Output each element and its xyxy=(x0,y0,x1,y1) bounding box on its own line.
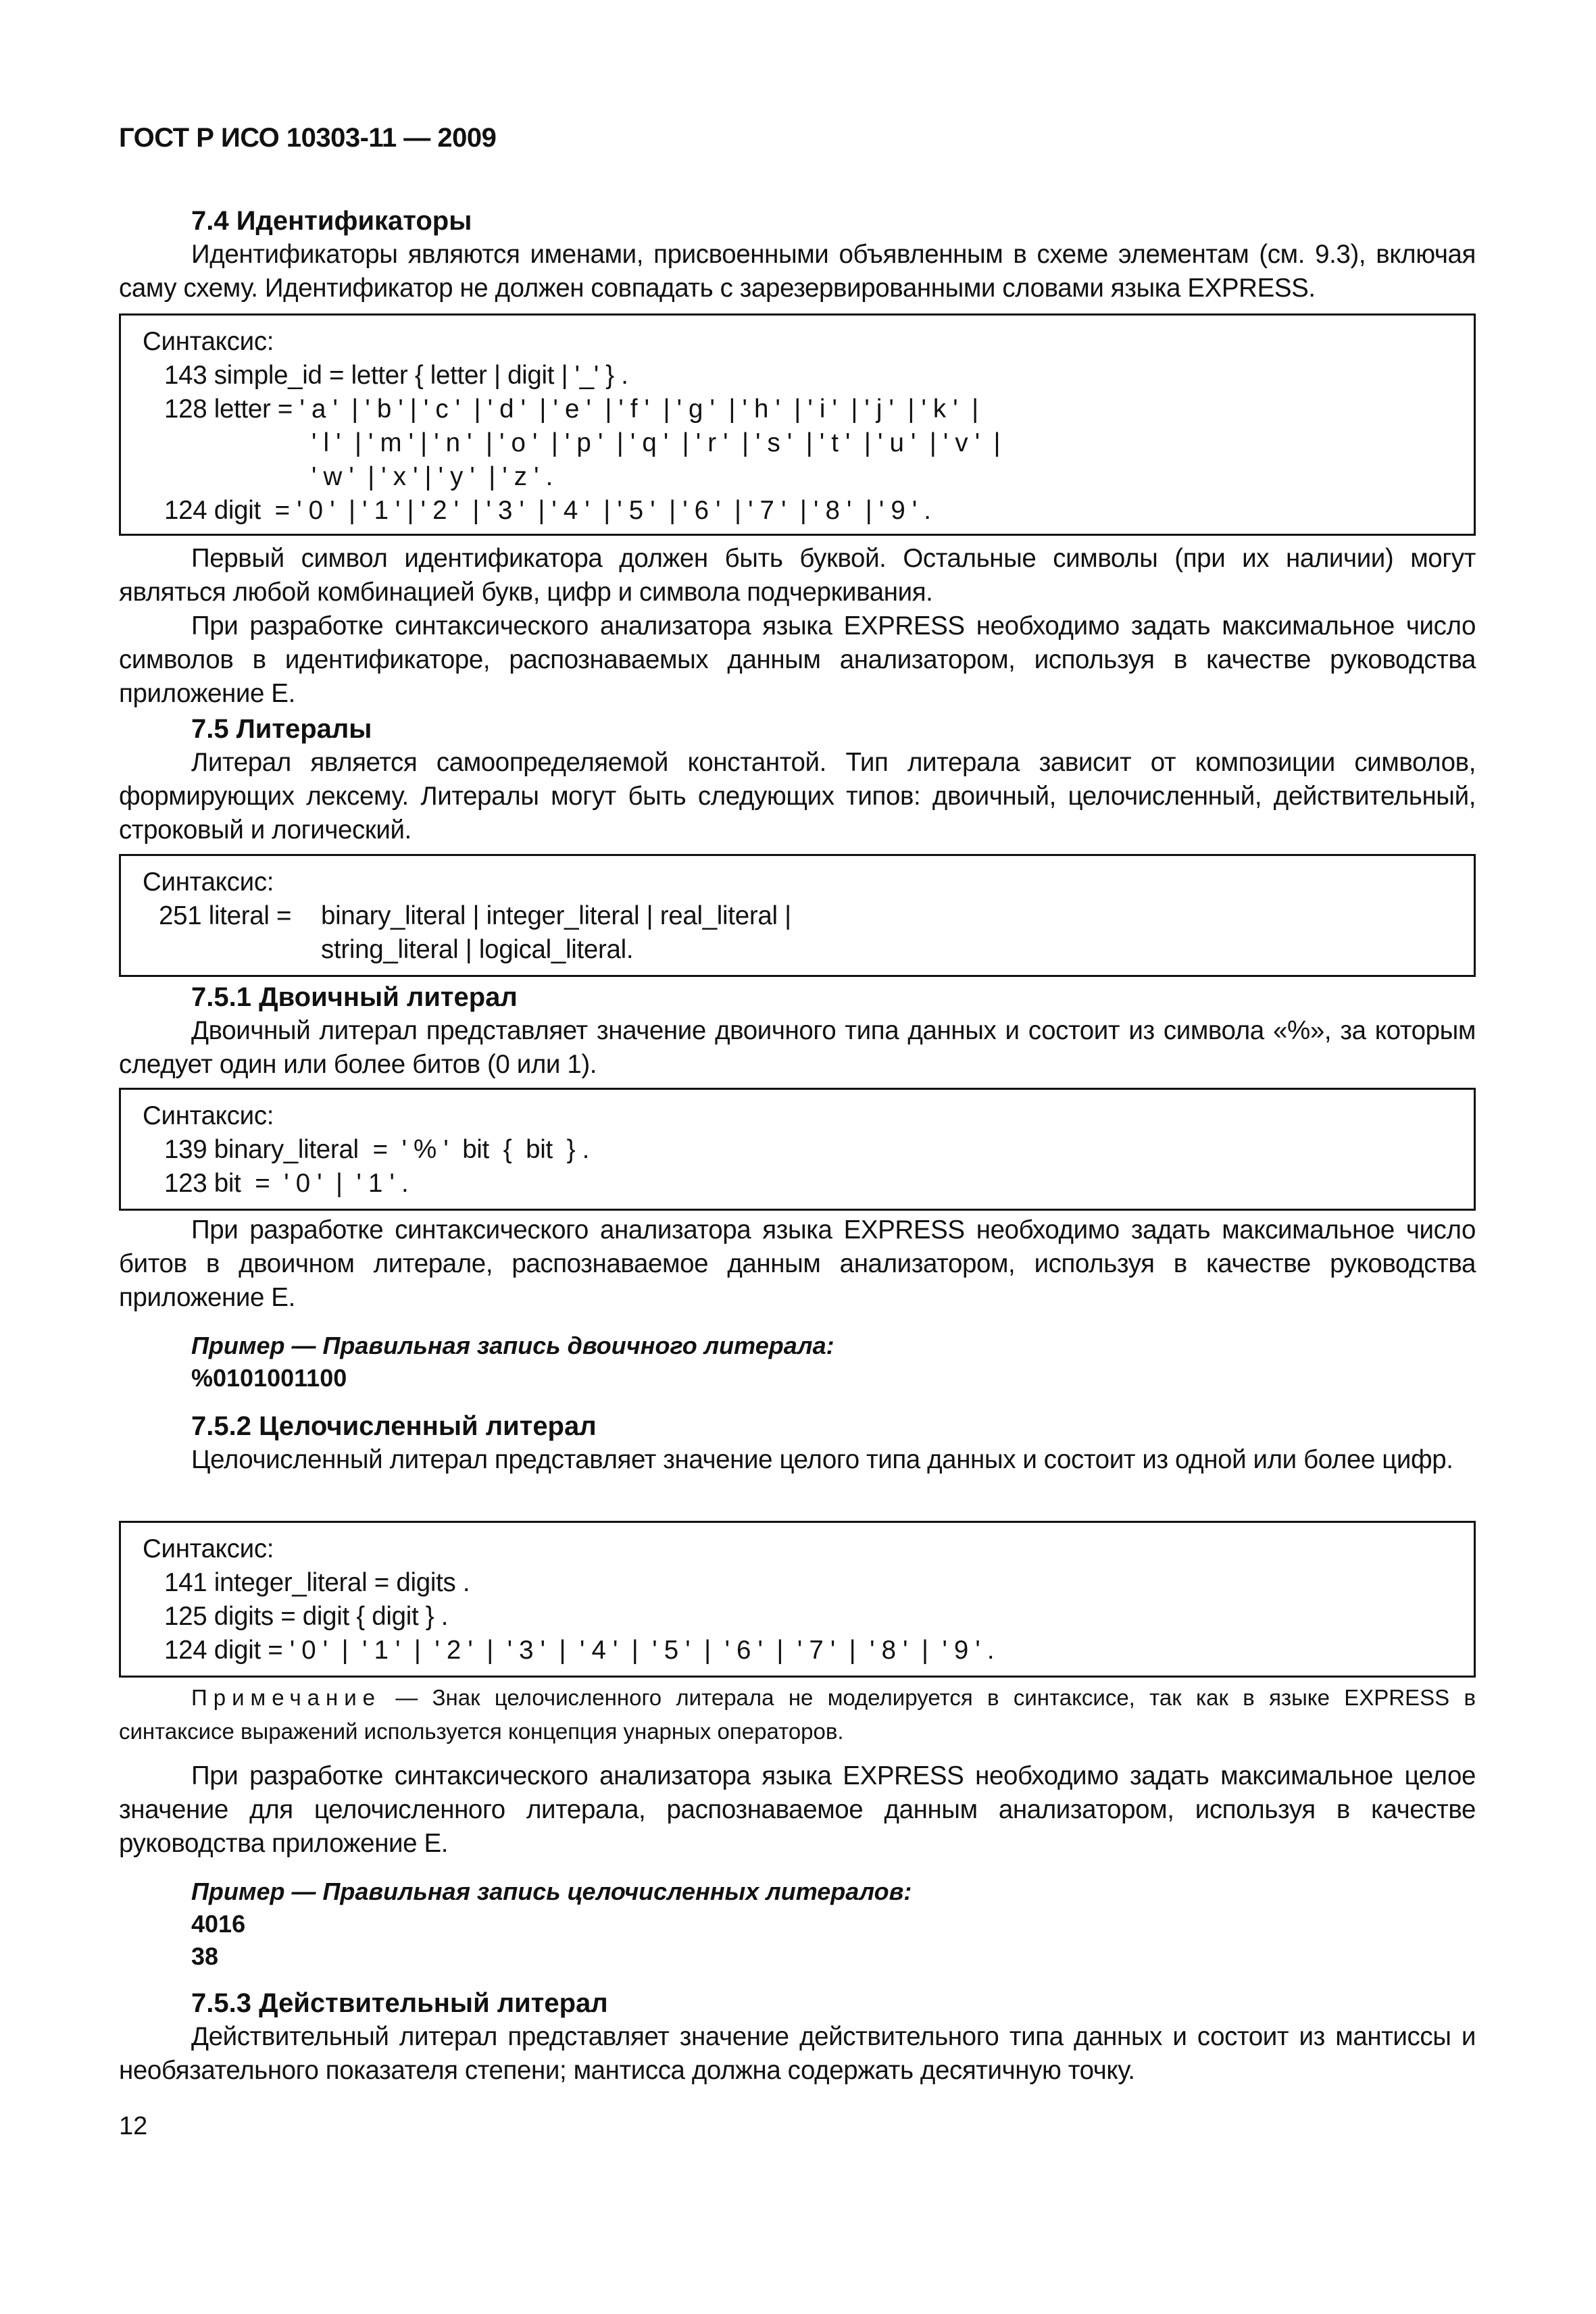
section-title: 7.5.1 Двоичный литерал xyxy=(191,982,518,1012)
paragraph: Целочисленный литерал представляет значение целого типа данных и состоит из одной или более цифр. xyxy=(191,1445,1453,1474)
example-label: Пример — Правильная запись двоичного литерала: xyxy=(191,1332,834,1359)
paragraph: Литерал является самоопределяемой константой. Тип литерала зависит от композиции символов, формирующих лексему. Литералы могут быть следующих типов: двоичный, целочисленный, действительный, строковый и логический. xyxy=(119,748,1476,845)
section-7-5-1-body xyxy=(119,1213,1476,1394)
syntax-box-identifiers xyxy=(119,313,1476,536)
note xyxy=(119,1681,1476,1749)
section-7-5-1 xyxy=(119,980,1476,1082)
example-label: Пример — Правильная запись целочисленных литералов: xyxy=(191,1878,912,1905)
section-7-5-3 xyxy=(119,1986,1476,2088)
section-7-5-2 xyxy=(119,1409,1476,1477)
syntax-line: 141 integer_literal = digits . xyxy=(164,1568,470,1597)
syntax-line: binary_literal | integer_literal | real_literal | xyxy=(321,901,791,930)
section-7-4-body xyxy=(119,542,1476,711)
syntax-line: 123 bit = ' 0 ' | ' 1 ' . xyxy=(164,1169,409,1198)
paragraph: Первый символ идентификатора должен быть буквой. Остальные символы (при их наличии) могут являться любой комбинацией букв, цифр и символа подчеркивания. xyxy=(119,544,1476,607)
syntax-line: 128 letter = ' a ' | ' b ' | ' c ' | ' d ' | ' e ' | ' f ' | ' g ' | ' h ' | ' i ' | ' j ' | ' k ' | xyxy=(164,395,978,424)
section-title: 7.4 Идентификаторы xyxy=(191,206,472,236)
paragraph: Идентификаторы являются именами, присвоенными объявленным в схеме элементам (см. 9.3), включая саму схему. Идентификатор не должен совпадать с зарезервированными словами языка EXPRESS. xyxy=(119,240,1476,303)
section-title: 7.5.3 Действительный литерал xyxy=(191,1988,608,2018)
paragraph: При разработке синтаксического анализатора языка EXPRESS необходимо задать максимальное целое значение для целочисленного литерала, распознаваемое данным анализатором, используя в качестве руководства приложение Е. xyxy=(119,1761,1476,1858)
section-title: 7.5.2 Целочисленный литерал xyxy=(191,1411,597,1441)
syntax-label: Синтаксис: xyxy=(143,1534,274,1563)
example-value: %0101001100 xyxy=(191,1364,347,1392)
syntax-line-head: 251 literal = xyxy=(159,901,292,930)
paragraph: При разработке синтаксического анализатора языка EXPRESS необходимо задать максимальное число символов в идентификаторе, распознаваемых данным анализатором, используя в качестве руководства приложение Е. xyxy=(119,611,1476,708)
syntax-line: 125 digits = digit { digit } . xyxy=(164,1602,449,1631)
section-7-4 xyxy=(119,204,1476,305)
document-header: ГОСТ Р ИСО 10303-11 — 2009 xyxy=(119,123,497,153)
page-number: 12 xyxy=(119,2112,148,2140)
example-value: 38 xyxy=(191,1942,219,1970)
section-7-5 xyxy=(119,712,1476,847)
section-title: 7.5 Литералы xyxy=(191,714,372,744)
syntax-box-binary xyxy=(119,1088,1476,1211)
syntax-line: 143 simple_id = letter { letter | digit | '_' } . xyxy=(164,361,628,390)
syntax-line: 124 digit = ' 0 ' | ' 1 ' | ' 2 ' | ' 3 ' | ' 4 ' | ' 5 ' | ' 6 ' | ' 7 ' | ' 8 ' | ' 9 ' . xyxy=(164,496,931,525)
paragraph: Двоичный литерал представляет значение двоичного типа данных и состоит из символа «%», за которым следует один или более битов (0 или 1). xyxy=(119,1016,1476,1079)
example-value: 4016 xyxy=(191,1910,246,1938)
syntax-box-integer xyxy=(119,1521,1476,1678)
note-label: Примечание xyxy=(191,1685,382,1710)
syntax-box-literal xyxy=(119,854,1476,977)
syntax-label: Синтаксис: xyxy=(143,1101,274,1130)
syntax-label: Синтаксис: xyxy=(143,867,274,897)
syntax-line: 124 digit = ' 0 ' | ' 1 ' | ' 2 ' | ' 3 ' | ' 4 ' | ' 5 ' | ' 6 ' | ' 7 ' | ' 8 ' | ' 9 ' . xyxy=(164,1636,995,1665)
syntax-line: ' w ' | ' x ' | ' y ' | ' z ' . xyxy=(311,462,553,491)
note-text: — Знак целочисленного литерала не моделируется в синтаксисе, так как в языке EXPRESS в синтаксисе выражений используется концепция унарных операторов. xyxy=(119,1685,1476,1744)
section-7-5-2-body xyxy=(119,1681,1476,1973)
syntax-line: ' l ' | ' m ' | ' n ' | ' o ' | ' p ' | ' q ' | ' r ' | ' s ' | ' t ' | ' u ' | ' v ' | xyxy=(311,428,1001,457)
paragraph: При разработке синтаксического анализатора языка EXPRESS необходимо задать максимальное число битов в двоичном литерале, распознаваемое данным анализатором, используя в качестве руководства приложение Е. xyxy=(119,1215,1476,1312)
syntax-label: Синтаксис: xyxy=(143,327,274,356)
syntax-line: 139 binary_literal = ' % ' bit { bit } . xyxy=(164,1135,590,1164)
paragraph: Действительный литерал представляет значение действительного типа данных и состоит из мантиссы и необязательного показателя степени; мантисса должна содержать десятичную точку. xyxy=(119,2022,1476,2085)
syntax-line: string_literal | logical_literal. xyxy=(321,935,634,964)
